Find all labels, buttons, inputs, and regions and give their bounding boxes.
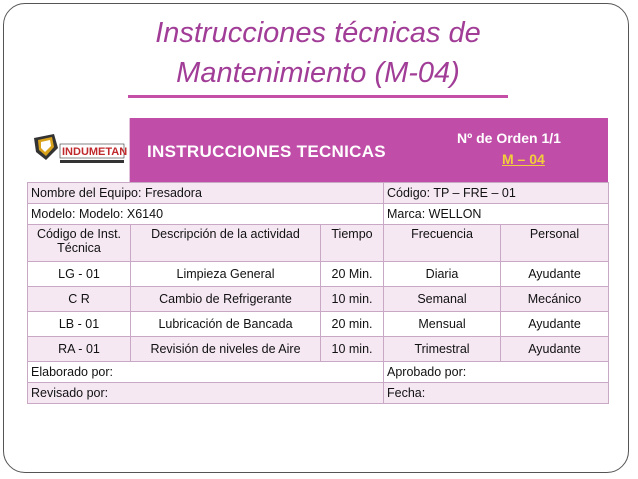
column-header-description: Descripción de la actividad (131, 225, 321, 262)
row-code: LB - 01 (28, 312, 131, 337)
row-time: 20 min. (321, 312, 384, 337)
reviewed-by: Revisado por: (28, 383, 384, 404)
equipment-model: Modelo: Modelo: X6140 (28, 204, 384, 225)
order-code: M – 04 (502, 151, 545, 167)
row-staff: Ayudante (501, 262, 609, 287)
instruction-card (27, 118, 608, 408)
approved-by: Aprobado por: (384, 362, 609, 383)
column-header-time: Tiempo (321, 225, 384, 262)
header-title: INSTRUCCIONES TECNICAS (147, 142, 386, 161)
row-frequency: Diaria (384, 262, 501, 287)
column-header-row (28, 225, 609, 262)
card-header (27, 118, 608, 182)
instructions-table (27, 182, 609, 404)
prepared-by: Elaborado por: (28, 362, 384, 383)
equipment-name: Nombre del Equipo: Fresadora (28, 183, 384, 204)
row-code: LG - 01 (28, 262, 131, 287)
equipment-row (28, 183, 609, 204)
table-row (28, 262, 609, 287)
column-header-code: Código de Inst. Técnica (28, 225, 131, 262)
row-description: Revisión de niveles de Aire (131, 337, 321, 362)
row-code: RA - 01 (28, 337, 131, 362)
row-frequency: Mensual (384, 312, 501, 337)
row-description: Cambio de Refrigerante (131, 287, 321, 312)
row-staff: Mecánico (501, 287, 609, 312)
row-time: 10 min. (321, 337, 384, 362)
row-staff: Ayudante (501, 337, 609, 362)
signature-row (28, 362, 609, 383)
row-description: Lubricación de Bancada (131, 312, 321, 337)
table-row (28, 287, 609, 312)
logo-wordmark: INDUMETAN (62, 146, 127, 158)
row-description: Limpieza General (131, 262, 321, 287)
row-code: C R (28, 287, 131, 312)
review-row (28, 383, 609, 404)
row-time: 10 min. (321, 287, 384, 312)
model-row (28, 204, 609, 225)
row-frequency: Semanal (384, 287, 501, 312)
row-frequency: Trimestral (384, 337, 501, 362)
slide-title-line1: Instrucciones técnicas de (155, 17, 481, 49)
table-row (28, 337, 609, 362)
company-logo (27, 118, 130, 182)
row-time: 20 Min. (321, 262, 384, 287)
row-staff: Ayudante (501, 312, 609, 337)
table-row (28, 312, 609, 337)
column-header-frequency: Frecuencia (384, 225, 501, 262)
logo-icon (32, 130, 127, 170)
title-underline (128, 95, 508, 98)
equipment-code: Código: TP – FRE – 01 (384, 183, 609, 204)
order-number-label: Nº de Orden 1/1 (457, 130, 561, 146)
equipment-brand: Marca: WELLON (384, 204, 609, 225)
slide-title-line2: Mantenimiento (M-04) (176, 57, 460, 89)
column-header-staff: Personal (501, 225, 609, 262)
date-field: Fecha: (384, 383, 609, 404)
